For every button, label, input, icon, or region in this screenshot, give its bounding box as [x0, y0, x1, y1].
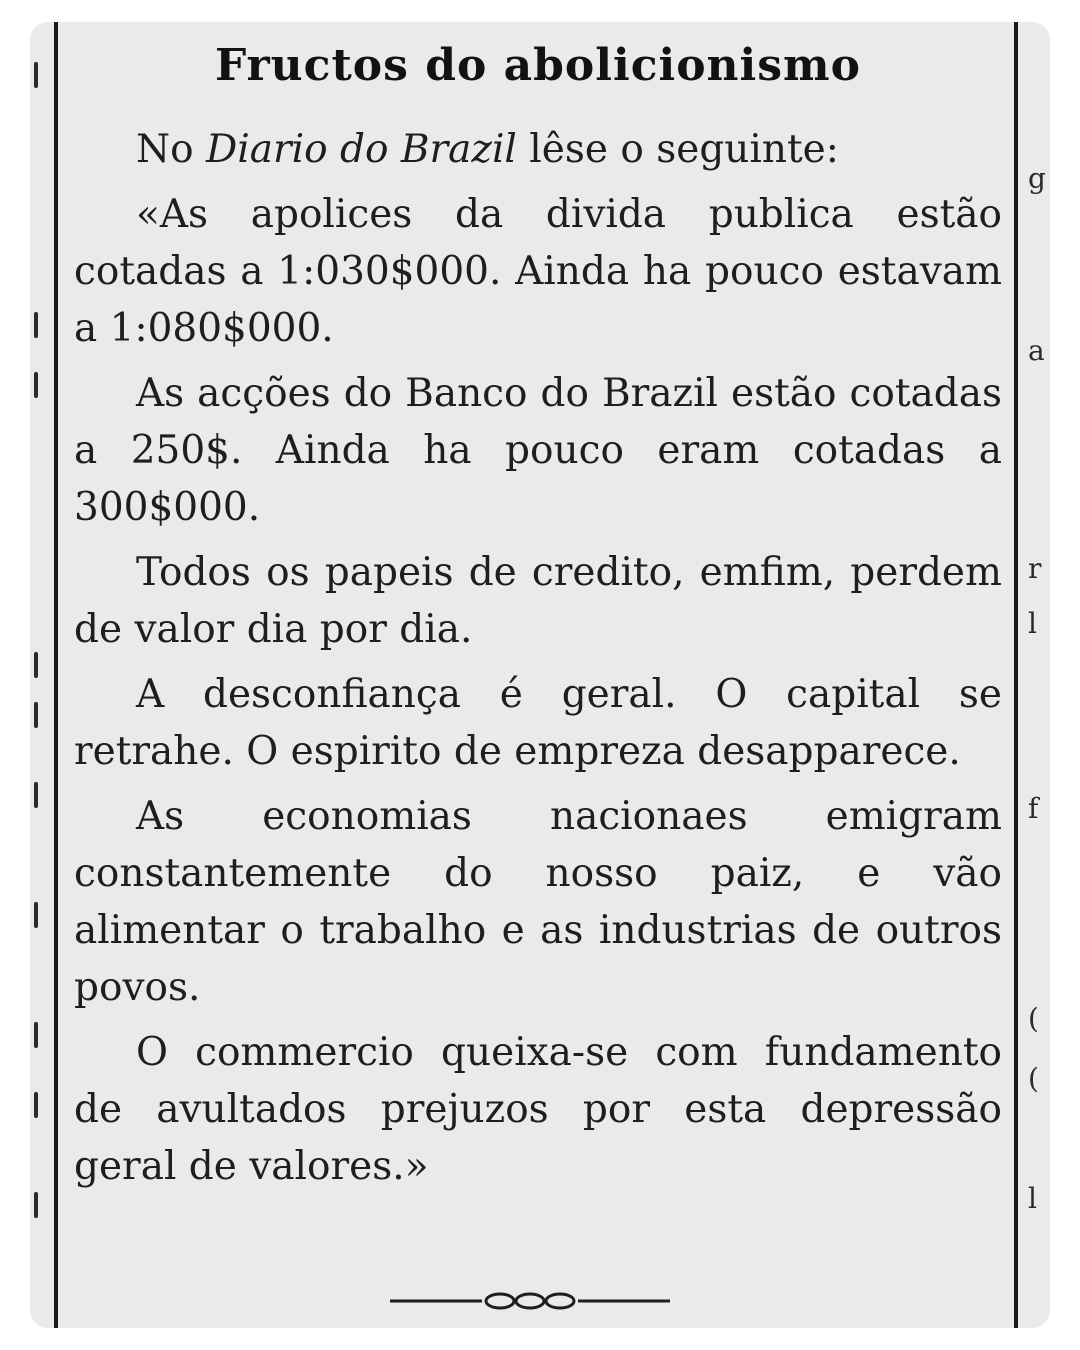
edge-mark: [34, 312, 38, 338]
article-column: [74, 40, 1002, 1195]
body-paragraph: «As apolices da divida publica estão cotadas a 1:030$000. Ainda ha pouco estavam a 1:080$000.: [74, 192, 1002, 351]
body-paragraph: O commercio queixa-se com fundamento de avultados prejuzos por esta depressão geral de valores.»: [74, 1030, 1002, 1189]
body-paragraph: A desconfiança é geral. O capital se retrahe. O espirito de emprezа desapparece.: [74, 672, 1002, 774]
body-paragraph: Todos os papeis de credito, emfim, perdem de valor dia por dia.: [74, 550, 1002, 652]
closing-ornament-icon: [390, 1286, 670, 1316]
column-rule-right: [1014, 22, 1018, 1328]
article-headline: Fructos do abolicionismo: [215, 40, 861, 91]
source-name: Diario do Brazil: [206, 127, 517, 172]
intro-text: lêse o seguinte:: [516, 127, 839, 172]
edge-fragment: f: [1028, 792, 1039, 825]
body-paragraph: As economias nacionaes emigram constantemente do nosso paiz, e vão alimentar o trabalho e as industrias de outros povos.: [74, 794, 1002, 1010]
edge-fragment: (: [1028, 1002, 1039, 1035]
edge-mark: [34, 702, 38, 728]
edge-fragment: g: [1028, 162, 1046, 195]
edge-mark: [34, 652, 38, 678]
body-paragraph: As acções do Banco do Brazil estão cotadas a 250$. Ainda ha pouco eram cotadas a 300$000.: [74, 371, 1002, 530]
edge-mark: [34, 1192, 38, 1218]
edge-mark: [34, 902, 38, 928]
edge-mark: [34, 782, 38, 808]
edge-fragment: (: [1028, 1062, 1039, 1095]
edge-mark: [34, 372, 38, 398]
column-rule-left: [54, 22, 58, 1328]
intro-text: No: [136, 127, 207, 172]
edge-fragment: a: [1028, 334, 1045, 367]
intro-paragraph: [74, 121, 1002, 178]
previous-column-edge: [32, 22, 42, 1328]
next-column-edge: [1026, 22, 1050, 1328]
edge-mark: [34, 1092, 38, 1118]
edge-fragment: l: [1028, 1182, 1037, 1215]
newspaper-clipping: [30, 22, 1050, 1328]
edge-fragment: r: [1028, 552, 1042, 585]
edge-mark: [34, 1022, 38, 1048]
edge-mark: [34, 62, 38, 88]
edge-fragment: l: [1028, 607, 1037, 640]
